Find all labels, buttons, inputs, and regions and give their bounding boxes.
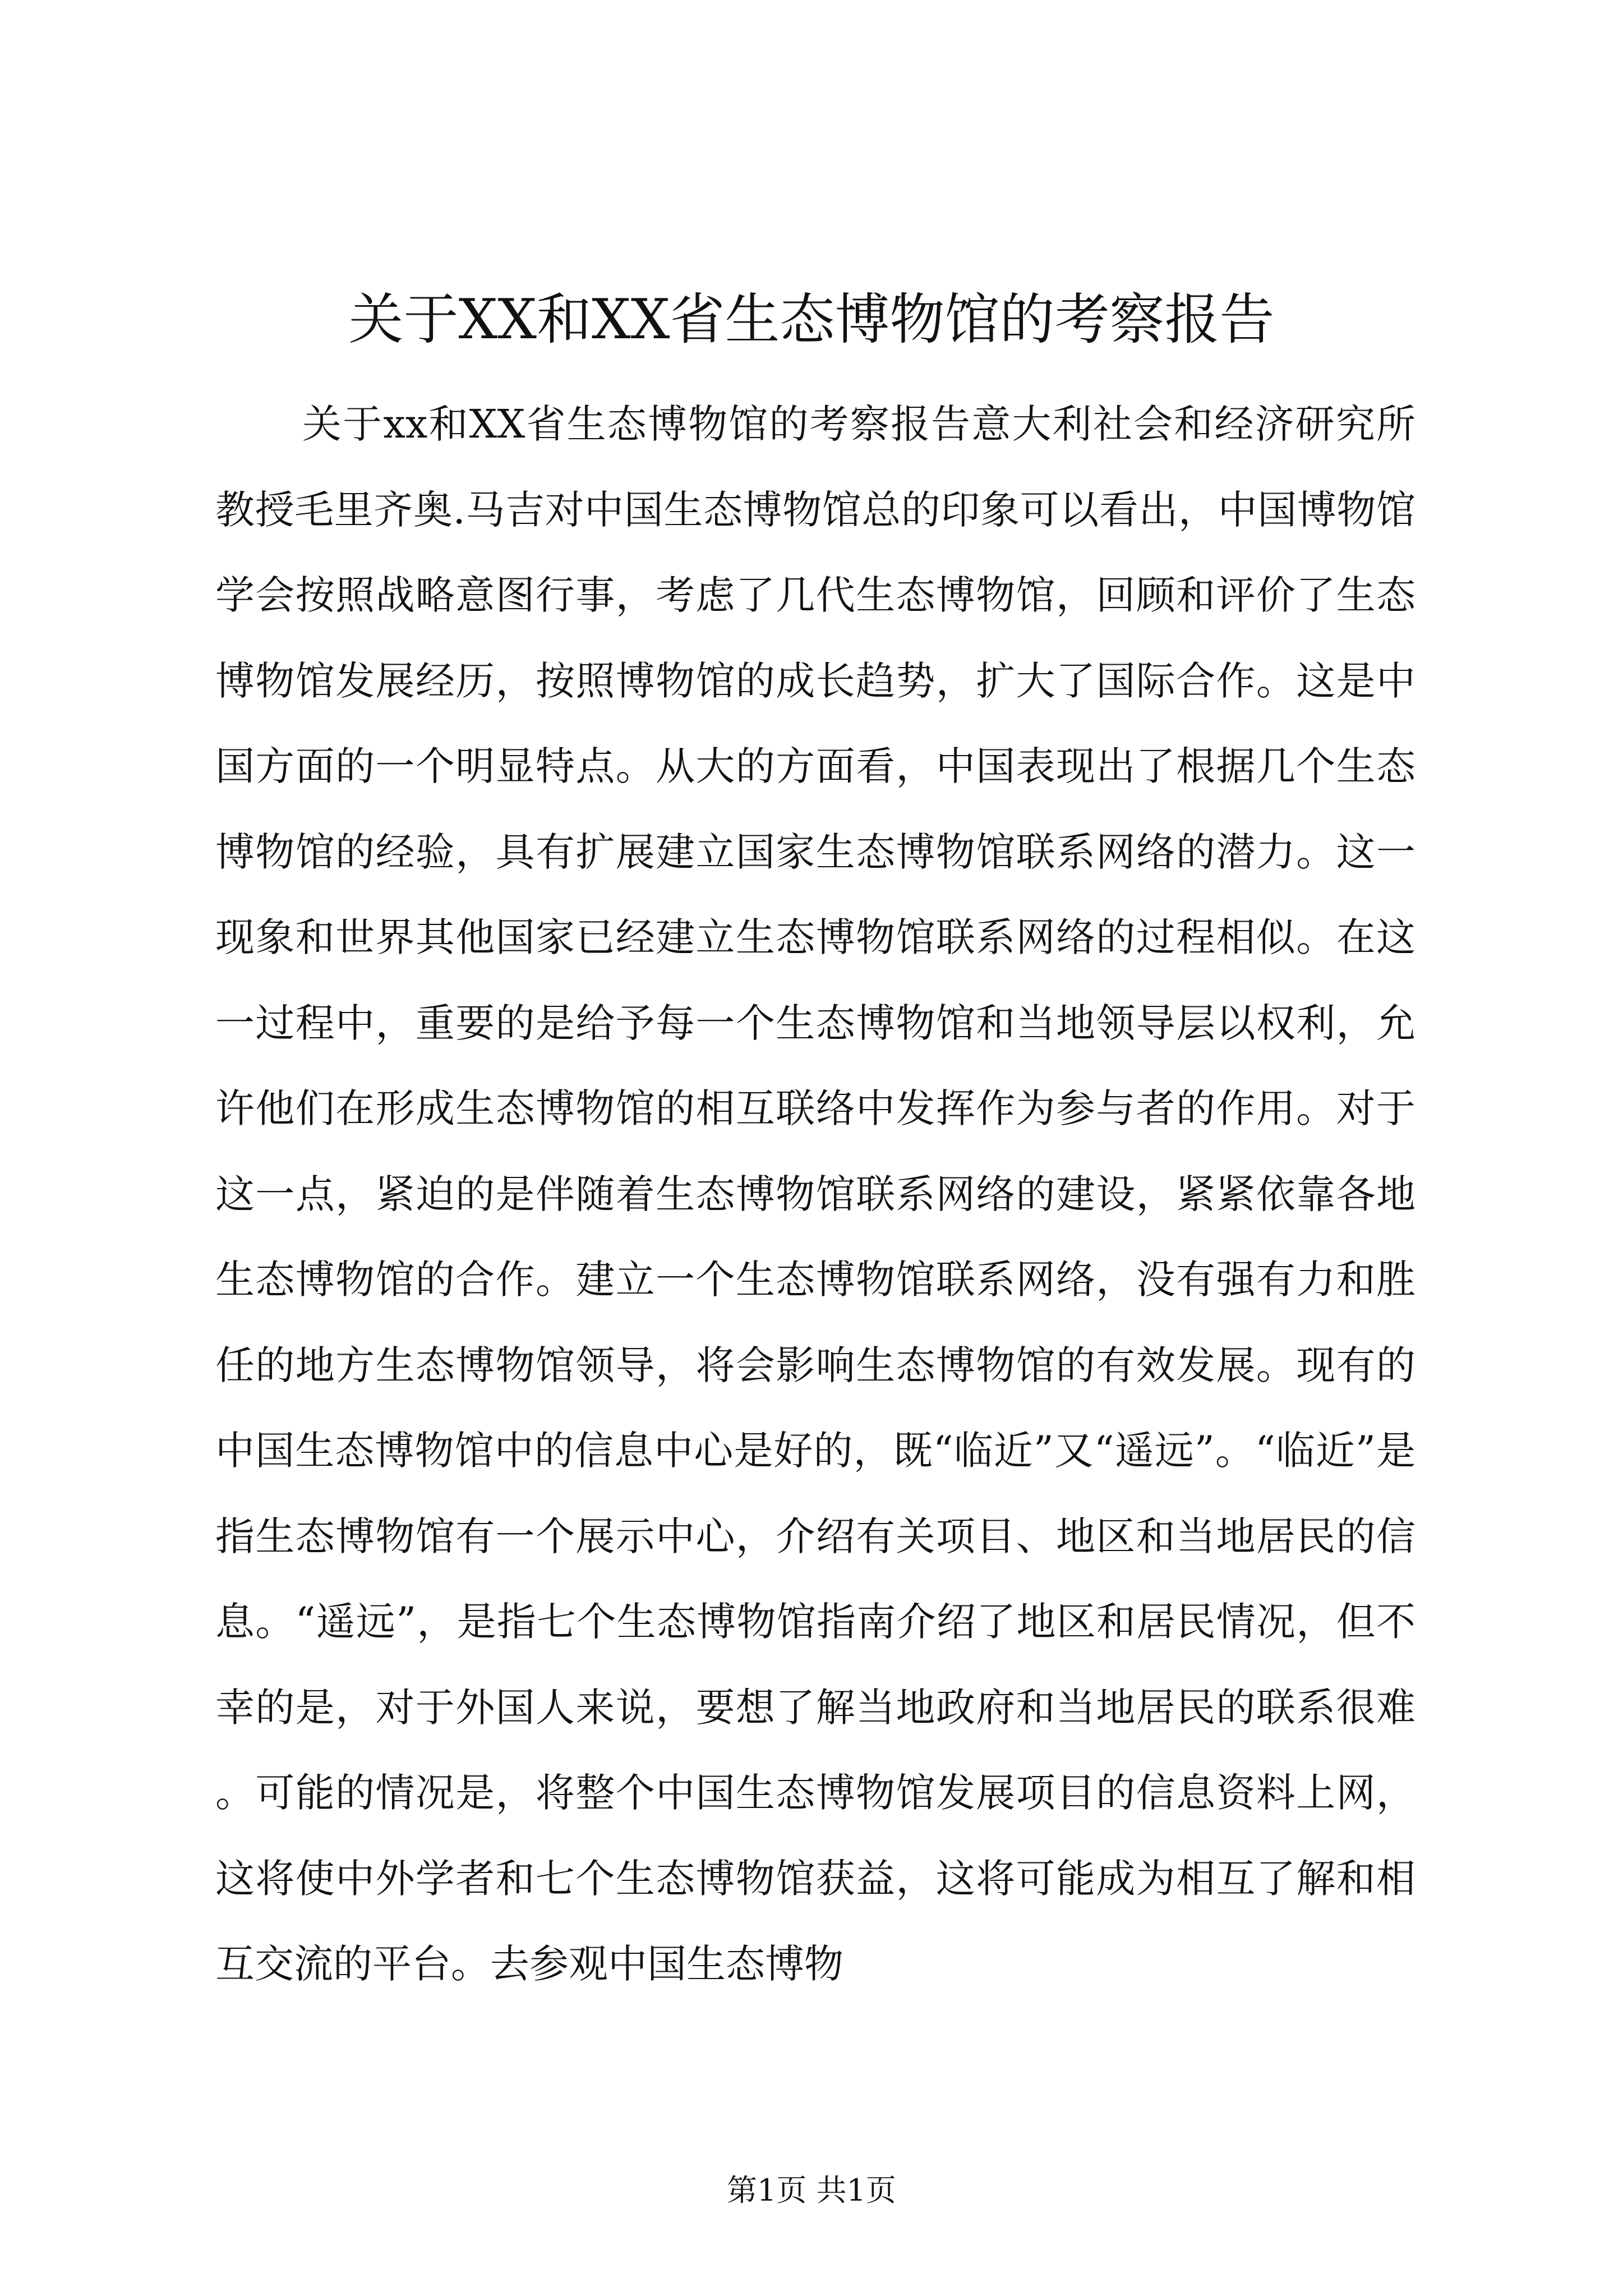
document-title: 关于XX和XX省生态博物馆的考察报告 [348, 288, 1275, 352]
page-number: 第1页 共1页 [727, 2173, 896, 2208]
body-paragraph: 关于xx和XX省生态博物馆的考察报告意大利社会和经济研究所教授毛里齐奥.马吉对中国生态博物馆总的印象可以看出，中国博物馆学会按照战略意图行事，考虑了几代生态博物馆，回顾和评价了生态博物馆发展经历，按照博物馆的成长趋势，扩大了国际合作。这是中国方面的一个明显特点。从大的方面看，中国表现出了根据几个生态博物馆的经验，具有扩展建立国家生态博物馆联系网络的潜力。这一现象和世界其他国家已经建立生态博物馆联系网络的过程相似。在这一过程中，重要的是给予每一个生态博物馆和当地领导层以权利，允许他们在形成生态博物馆的相互联络中发挥作为参与者的作用。对于这一点，紧迫的是伴随着生态博物馆联系网络的建设，紧紧依靠各地生态博物馆的合作。建立一个生态博物馆联系网络，没有强有力和胜任的地方生态博物馆领导，将会影响生态博物馆的有效发展。现有的中国生态博物馆中的信息中心是好的，既“临近”又“遥远”。“临近”是指生态博物馆有一个展示中心，介绍有关项目、地区和当地居民的信息。“遥远”，是指七个生态博物馆指南介绍了地区和居民情况，但不幸的是，对于外国人来说，要想了解当地政府和当地居民的联系很难。可能的情况是，将整个中国生态博物馆发展项目的信息资料上网，这将使中外学者和七个生态博物馆获益，这将可能成为相互了解和相互交流的平台。去参观中国生态博物 [215, 401, 1415, 1987]
